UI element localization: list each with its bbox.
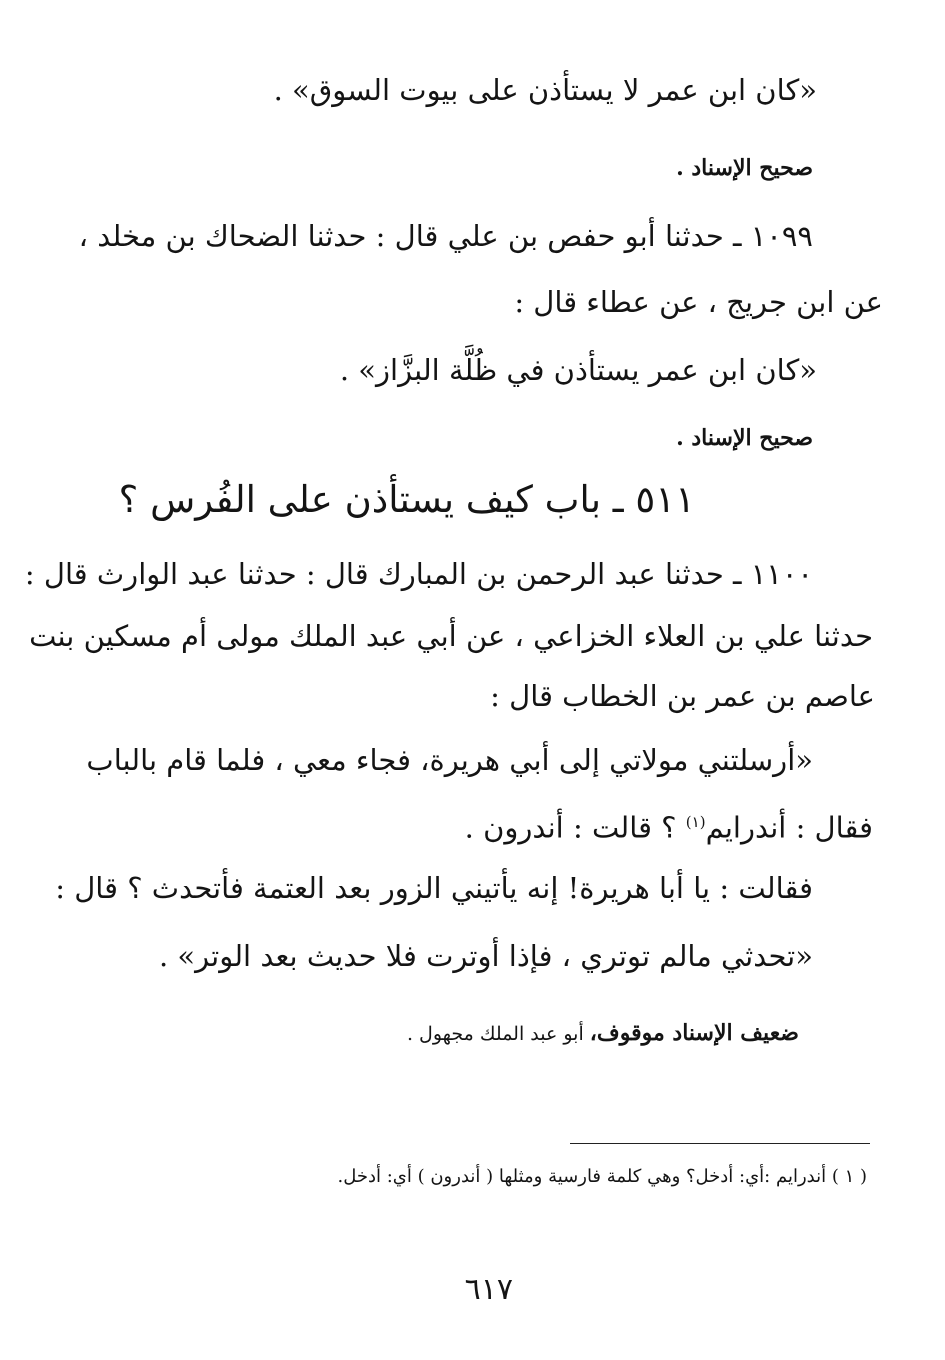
hadith-1100-line-3: عاصم بن عمر بن الخطاب قال : bbox=[490, 679, 875, 713]
isnad-grade-1: صحيح الإسناد . bbox=[676, 155, 813, 181]
footnote-marker: (١) bbox=[685, 813, 706, 831]
hadith-1100-line-6: فقالت : يا أبا هريرة! إنه يأتيني الزور بعد العتمة فأتحدث ؟ قال : bbox=[55, 871, 813, 905]
text-line-quote-2: «كان ابن عمر يستأذن في ظُلَّة البزَّاز» . bbox=[339, 353, 817, 387]
isnad-grade-2: صحيح الإسناد . bbox=[676, 425, 813, 451]
grade-note: أبو عبد الملك مجهول . bbox=[406, 1023, 590, 1045]
page-number: ٦١٧ bbox=[464, 1272, 513, 1307]
hadith-1100-line-7: «تحدثي مالم توتري ، فإذا أوترت فلا حديث بعد الوتر» . bbox=[158, 939, 813, 973]
text-segment: فقال : أندرايم bbox=[705, 810, 873, 845]
hadith-1099-line-1: ١٠٩٩ ـ حدثنا أبو حفص بن علي قال : حدثنا الضحاك بن مخلد ، bbox=[78, 219, 813, 253]
hadith-1100-line-2: حدثنا علي بن العلاء الخزاعي ، عن أبي عبد الملك مولى أم مسكين بنت bbox=[29, 619, 873, 653]
hadith-1100-line-4: «أرسلتني مولاتي إلى أبي هريرة، فجاء معي ، فلما قام بالباب bbox=[86, 743, 813, 777]
footnote-1: ( ١ ) أندرايم :أي: أدخل؟ وهي كلمة فارسية ومثلها ( أندرون ) أي: أدخل. bbox=[337, 1166, 867, 1187]
grade-label: ضعيف الإسناد موقوف، bbox=[589, 1020, 799, 1046]
hadith-1100-line-1: ١١٠٠ ـ حدثنا عبد الرحمن بن المبارك قال : حدثنا عبد الوارث قال : bbox=[24, 557, 813, 591]
footnote-divider bbox=[570, 1143, 870, 1144]
hadith-1099-line-2: عن ابن جريج ، عن عطاء قال : bbox=[514, 285, 883, 319]
isnad-grade-3 bbox=[407, 1018, 799, 1049]
text-segment: ؟ قالت : أندرون . bbox=[464, 810, 686, 845]
chapter-heading: ٥١١ ـ باب كيف يستأذن على الفُرس ؟ bbox=[118, 478, 695, 521]
text-line-1: «كان ابن عمر لا يستأذن على بيوت السوق» . bbox=[273, 73, 817, 107]
hadith-1100-line-5 bbox=[465, 802, 873, 848]
